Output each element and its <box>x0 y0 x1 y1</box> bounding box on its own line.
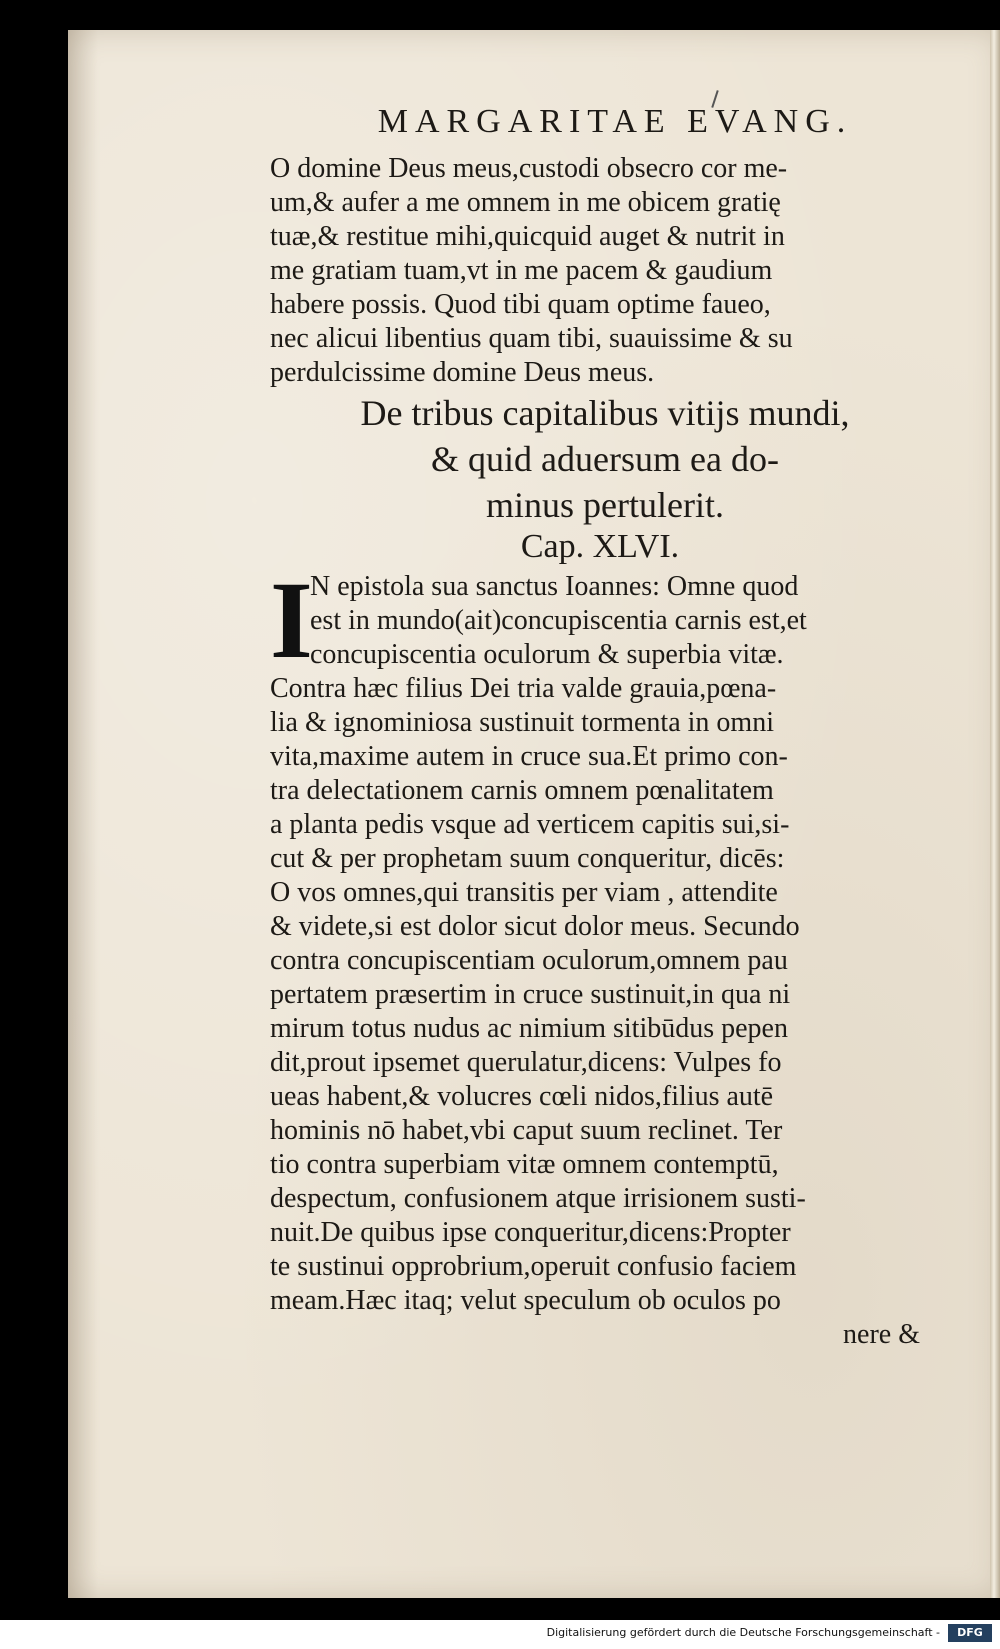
text-line: perdulcissime domine Deus meus. <box>270 357 655 388</box>
text-line: tio contra superbiam vitæ omnem contemptū, <box>270 1149 779 1180</box>
text-line: N epistola sua sanctus Ioannes: Omne quod <box>310 571 799 602</box>
text-line: lia & ignominiosa sustinuit tormenta in omni <box>270 707 774 738</box>
text-line: um,& aufer a me omnem in me obicem gratię <box>270 187 781 218</box>
text-line: despectum, confusionem atque irrisionem susti- <box>270 1183 806 1214</box>
text-line: pertatem præsertim in cruce sustinuit,in qua ni <box>270 979 791 1010</box>
text-line: a planta pedis vsque ad verticem capitis sui,si- <box>270 809 790 840</box>
text-line: me gratiam tuam,vt in me pacem & gaudium <box>270 255 773 286</box>
text-line: tuæ,& restitue mihi,quicquid auget & nutrit in <box>270 221 785 252</box>
catchword: nere & <box>843 1319 920 1350</box>
heading-line: De tribus capitalibus vitijs mundi, <box>360 393 850 433</box>
footer-bar <box>0 1620 1000 1649</box>
chapter-number: Cap. XLVI. <box>520 528 680 565</box>
text-line: O domine Deus meus,custodi obsecro cor me- <box>270 153 788 184</box>
opening-paragraph <box>270 152 920 390</box>
text-line: O vos omnes,qui transitis per viam , attendite <box>270 877 778 908</box>
drop-cap-paragraph <box>270 559 920 681</box>
text-line: nec alicui libentius quam tibi, suauissime & su <box>270 323 793 354</box>
text-line: mirum totus nudus ac nimium sitibūdus pepen <box>270 1013 788 1044</box>
text-line: Contra hæc filius Dei tria valde grauia,pœna- <box>270 673 777 704</box>
heading-line: minus pertulerit. <box>486 485 724 525</box>
text-line: habere possis. Quod tibi quam optime faueo, <box>270 289 771 320</box>
text-line: hominis nō habet,vbi caput suum reclinet. Ter <box>270 1115 783 1146</box>
text-block <box>270 100 920 1352</box>
drop-cap: I <box>270 559 313 681</box>
text-line: nuit.De quibus ipse conqueritur,dicens:Propter <box>270 1217 791 1248</box>
text-line: meam.Hæc itaq; velut speculum ob oculos po <box>270 1285 781 1316</box>
gutter-shadow <box>68 30 98 1598</box>
text-line: dit,prout ipsemet querulatur,dicens: Vulpes fo <box>270 1047 782 1078</box>
running-header: MARGARITAE EVANG. <box>377 103 853 140</box>
text-line: tra delectationem carnis omnem pœnalitatem <box>270 775 774 806</box>
text-line: cut & per prophetam suum conqueritur, dicēs: <box>270 843 785 874</box>
text-line: vita,maxime autem in cruce sua.Et primo con- <box>270 741 788 772</box>
text-line: contra concupiscentiam oculorum,omnem pau <box>270 945 788 976</box>
body-paragraph <box>270 672 920 1352</box>
heading-line: & quid aduersum ea do- <box>431 439 779 479</box>
text-line: te sustinui opprobrium,operuit confusio faciem <box>270 1251 797 1282</box>
text-line: ueas habent,& volucres cœli nidos,filius autē <box>270 1081 774 1112</box>
footer-credit: Digitalisierung gefördert durch die Deutsche Forschungsgemeinschaft - <box>546 1626 940 1639</box>
text-line: concupiscentia oculorum & superbia vitæ. <box>310 639 784 670</box>
text-line: & videte,si est dolor sicut dolor meus. Secundo <box>270 911 800 942</box>
text-line: est in mundo(ait)concupiscentia carnis est,et <box>310 605 807 636</box>
chapter-heading <box>270 390 920 566</box>
page-edge <box>990 30 1000 1598</box>
dfg-logo: DFG <box>948 1624 992 1642</box>
